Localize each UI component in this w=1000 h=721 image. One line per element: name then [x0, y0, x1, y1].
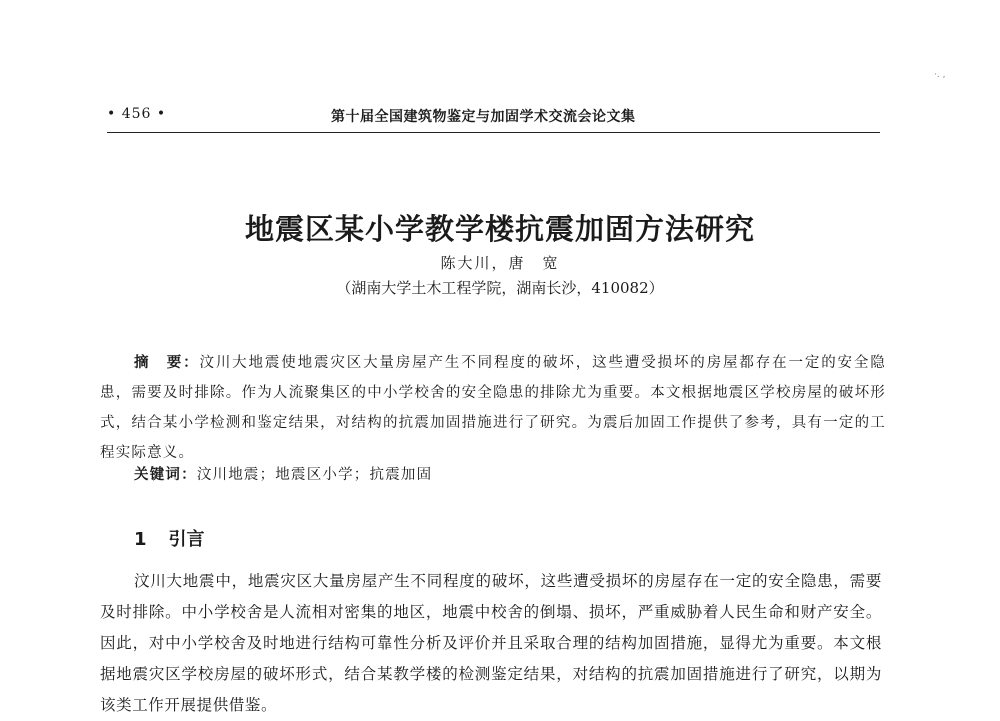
page-number: • 456 •	[107, 106, 167, 122]
section-number: 1	[134, 529, 147, 550]
section-title: 引言	[168, 529, 205, 550]
abstract	[100, 348, 886, 468]
keywords-text: 汶川地震；地震区小学；抗震加固	[196, 467, 433, 483]
article-affiliation: （湖南大学土木工程学院，湖南长沙，410082）	[336, 279, 664, 297]
article-authors: 陈大川，唐 宽	[440, 254, 560, 272]
section-heading	[134, 525, 205, 551]
journal-title: 第十届全国建筑物鉴定与加固学术交流会论文集	[331, 109, 636, 125]
header-rule	[107, 132, 880, 133]
running-header	[107, 104, 880, 128]
abstract-label: 摘 要：	[134, 355, 200, 371]
section-body: 汶川大地震中，地震灾区大量房屋产生不同程度的破坏，这些遭受损坏的房屋存在一定的安全隐患，需要及时排除。中小学校舍是人流相对密集的地区，地震中校舍的倒塌、损坏，严重威胁着人民生命和财产安全。因此，对中小学校舍及时地进行结构可靠性分析及评价并且采取合理的结构加固措施，显得尤为重要。本文根据地震灾区学校房屋的破坏形式，结合某教学楼的检测鉴定结果，对结构的抗震加固措施进行了研究，以期为该类工作开展提供借鉴。	[100, 572, 882, 714]
scan-specks: ·. ,	[934, 70, 946, 80]
keywords-label: 关键词：	[134, 467, 197, 483]
abstract-text: 汶川大地震使地震灾区大量房屋产生不同程度的破坏，这些遭受损坏的房屋都存在一定的安全隐患，需要及时排除。作为人流聚集区的中小学校舍的安全隐患的排除尤为重要。本文根据地震区学校房屋的破坏形式，结合某小学检测和鉴定结果，对结构的抗震加固措施进行了研究。为震后加固工作提供了参考，具有一定的工程实际意义。	[100, 355, 886, 461]
keywords	[134, 460, 884, 490]
article-title: 地震区某小学教学楼抗震加固方法研究	[244, 212, 755, 246]
